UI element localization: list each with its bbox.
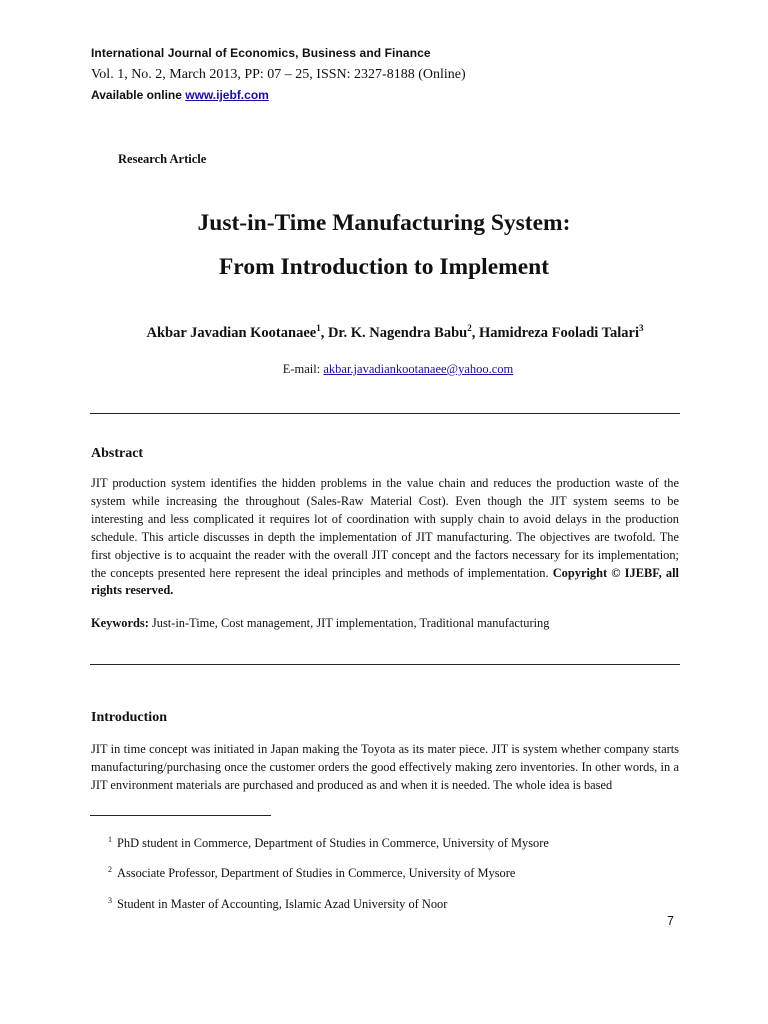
author-separator: ,	[320, 325, 328, 341]
footnote-text: Student in Master of Accounting, Islamic Azad University of Noor	[117, 897, 448, 911]
abstract-text	[91, 475, 679, 600]
title-line-1: Just-in-Time Manufacturing System:	[197, 210, 571, 236]
footnote-3	[108, 897, 447, 912]
footnote-mark: 1	[108, 834, 112, 844]
author-list	[0, 325, 768, 342]
affiliation-mark: 3	[639, 323, 644, 334]
introduction-heading: Introduction	[91, 710, 167, 725]
abstract-body: JIT production system identifies the hidden problems in the value chain and reduces the production waste of the system while increasing the throughout (Sales-Raw Material Cost). Even though the JIT system seems to be interesting and less complicated it requires lot of coordination with supply chain to avoid delays in the production schedule. This article discusses in depth the implementation of JIT manufacturing. The objectives are twofold. The first objective is to acquaint the reader with the overall JIT concept and the factors necessary for its implementation; the concepts presented here represent the ideal principles and methods of implementation.	[91, 476, 679, 580]
volume-line: Vol. 1, No. 2, March 2013, PP: 07 – 25, ISSN: 2327-8188 (Online)	[91, 67, 466, 82]
header-divider	[90, 413, 680, 414]
email-link[interactable]: akbar.javadiankootanaee@yahoo.com	[323, 362, 514, 376]
abstract-divider	[90, 664, 680, 665]
footnote-mark: 2	[108, 864, 112, 874]
abstract-heading: Abstract	[91, 446, 144, 461]
keywords-label: Keywords:	[91, 616, 149, 630]
author-name: Hamidreza Fooladi Talari	[478, 325, 640, 341]
available-online	[91, 88, 269, 102]
available-prefix: Available online	[91, 88, 186, 102]
author-separator: ,	[471, 325, 479, 341]
affiliation-mark: 2	[467, 323, 472, 334]
email-line	[0, 362, 768, 377]
page-number: 7	[667, 914, 674, 928]
author-name: Akbar Javadian Kootanaee	[146, 325, 317, 341]
footnote-2	[108, 866, 515, 881]
footnote-mark: 3	[108, 895, 112, 905]
keywords-line	[91, 616, 549, 631]
footnote-divider	[90, 815, 271, 816]
affiliation-mark: 1	[316, 323, 321, 334]
article-type: Research Article	[118, 152, 207, 166]
footnote-1	[108, 836, 549, 851]
keywords-text: Just-in-Time, Cost management, JIT implementation, Traditional manufacturing	[148, 616, 550, 630]
journal-website-link[interactable]: www.ijebf.com	[185, 88, 269, 102]
footnote-text: Associate Professor, Department of Studies in Commerce, University of Mysore	[117, 866, 516, 880]
journal-name: International Journal of Economics, Business and Finance	[91, 46, 431, 60]
email-label: E-mail:	[282, 362, 324, 376]
footnote-text: PhD student in Commerce, Department of Studies in Commerce, University of Mysore	[117, 836, 549, 850]
copyright-notice: Copyright © IJEBF, all rights reserved.	[91, 565, 679, 598]
title-line-2: From Introduction to Implement	[218, 254, 550, 280]
introduction-text: JIT in time concept was initiated in Japan making the Toyota as its mater piece. JIT is system whether company starts manufacturing/purchasing once the customer orders the good effectively making zero inventories. In other words, in a JIT environment materials are purchased and produced as and when it is needed. The whole idea is based	[91, 742, 679, 792]
author-name: Dr. K. Nagendra Babu	[327, 325, 468, 341]
